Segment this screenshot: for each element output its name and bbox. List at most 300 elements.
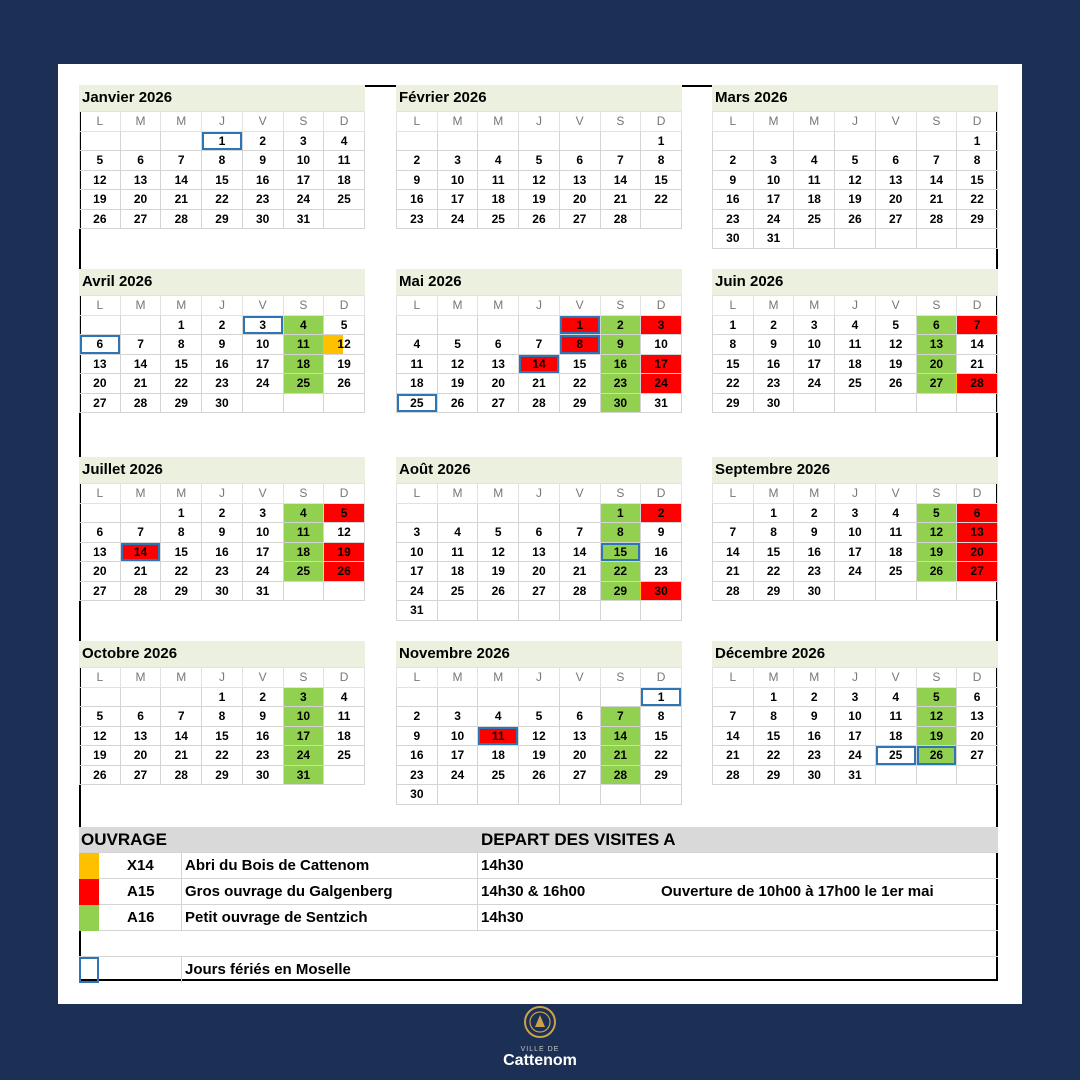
day-cell: 1 [600,503,641,523]
weekday-label: M [753,484,794,504]
day-cell: 20 [519,562,560,582]
day-cell: 13 [478,354,519,374]
empty-cell [559,131,600,151]
day-cell: 28 [713,581,754,601]
day-cell: 10 [794,335,835,355]
weekday-label: M [120,112,161,132]
day-cell: 1 [641,687,682,707]
day-cell: 19 [478,562,519,582]
day-cell: 8 [753,523,794,543]
day-cell: 16 [242,726,283,746]
day-cell: 26 [916,746,957,766]
day-cell: 15 [202,170,243,190]
weekday-label: M [437,484,478,504]
day-cell: 18 [478,746,519,766]
day-cell: 29 [753,765,794,785]
day-cell: 22 [202,190,243,210]
day-cell: 10 [835,523,876,543]
day-cell: 11 [478,170,519,190]
empty-cell [875,581,916,601]
day-cell: 26 [437,393,478,413]
month-title: Septembre 2026 [712,457,998,483]
day-cell: 17 [437,190,478,210]
day-cell: 8 [161,523,202,543]
day-cell: 9 [794,707,835,727]
day-cell: 18 [324,726,365,746]
empty-cell [283,393,324,413]
day-cell: 16 [794,542,835,562]
empty-cell [519,687,560,707]
day-cell: 11 [397,354,438,374]
day-cell: 13 [80,354,121,374]
weekday-label: M [120,484,161,504]
day-cell: 1 [202,687,243,707]
weekday-label: L [713,668,754,688]
day-cell: 31 [242,581,283,601]
weekday-label: D [957,296,998,316]
day-cell: 17 [794,354,835,374]
weekday-label: J [835,296,876,316]
empty-cell [559,687,600,707]
day-cell: 11 [478,726,519,746]
weekday-label: V [242,112,283,132]
empty-cell [242,393,283,413]
empty-cell [397,687,438,707]
day-cell: 12 [80,726,121,746]
empty-cell [600,687,641,707]
day-cell: 23 [202,562,243,582]
weekday-label: S [283,296,324,316]
weekday-label: V [559,668,600,688]
day-cell: 30 [397,785,438,805]
legend [79,827,998,983]
legend-code: A16 [127,909,155,926]
empty-cell [600,601,641,621]
day-cell: 24 [242,374,283,394]
day-cell: 16 [202,542,243,562]
day-cell: 22 [753,562,794,582]
day-cell: 21 [161,190,202,210]
day-cell: 20 [478,374,519,394]
day-cell: 31 [283,765,324,785]
month-title: Mai 2026 [396,269,682,295]
weekday-label: M [478,668,519,688]
day-cell: 4 [478,151,519,171]
day-cell: 8 [161,335,202,355]
day-cell: 5 [519,707,560,727]
day-cell: 1 [161,315,202,335]
day-cell: 22 [161,562,202,582]
weekday-label: V [875,668,916,688]
day-cell: 7 [713,707,754,727]
day-cell: 18 [794,190,835,210]
day-cell: 14 [916,170,957,190]
day-cell: 5 [519,151,560,171]
day-cell: 21 [120,562,161,582]
day-cell: 17 [283,170,324,190]
day-cell: 7 [120,335,161,355]
day-cell: 27 [80,393,121,413]
weekday-label: S [283,668,324,688]
day-cell: 25 [478,765,519,785]
day-cell: 19 [324,354,365,374]
day-cell: 29 [559,393,600,413]
day-cell: 23 [397,765,438,785]
legend-spacer-row [79,931,998,957]
day-cell: 14 [957,335,998,355]
day-cell: 28 [161,765,202,785]
holiday-border-swatch [79,957,99,983]
day-cell: 22 [161,374,202,394]
day-cell: 27 [519,581,560,601]
day-cell: 26 [478,581,519,601]
day-cell: 21 [519,374,560,394]
day-cell: 13 [120,170,161,190]
day-cell: 3 [283,131,324,151]
weekday-label: D [957,484,998,504]
weekday-label: V [242,296,283,316]
day-cell: 6 [478,335,519,355]
day-cell: 20 [957,726,998,746]
day-cell: 4 [397,335,438,355]
empty-cell [875,393,916,413]
day-cell: 25 [875,746,916,766]
weekday-label: J [519,668,560,688]
day-cell: 27 [875,209,916,229]
day-cell: 31 [753,229,794,249]
weekday-label: L [397,296,438,316]
day-cell: 26 [519,765,560,785]
empty-cell [559,601,600,621]
day-cell: 28 [161,209,202,229]
month-title: Avril 2026 [79,269,365,295]
day-cell: 2 [202,315,243,335]
day-cell: 20 [80,374,121,394]
day-cell: 1 [713,315,754,335]
day-cell: 26 [80,765,121,785]
day-cell: 28 [600,209,641,229]
day-cell: 31 [397,601,438,621]
day-cell: 20 [120,746,161,766]
empty-cell [437,503,478,523]
empty-cell [478,315,519,335]
weekday-label: L [80,112,121,132]
day-cell: 27 [957,746,998,766]
day-cell: 6 [120,151,161,171]
day-cell: 11 [283,335,324,355]
day-cell: 1 [559,315,600,335]
day-cell: 21 [120,374,161,394]
weekday-label: V [559,484,600,504]
day-cell: 22 [202,746,243,766]
day-cell: 8 [641,151,682,171]
weekday-label: L [80,296,121,316]
day-cell: 16 [600,354,641,374]
day-cell: 13 [957,707,998,727]
day-cell: 25 [324,746,365,766]
month-title: Décembre 2026 [712,641,998,667]
day-cell: 11 [324,151,365,171]
day-cell: 15 [600,542,641,562]
day-cell: 10 [242,335,283,355]
day-cell: 15 [957,170,998,190]
day-cell: 22 [641,190,682,210]
empty-cell [753,131,794,151]
day-cell: 6 [916,315,957,335]
day-cell: 19 [519,190,560,210]
day-cell: 17 [753,190,794,210]
day-cell: 16 [641,542,682,562]
day-cell: 2 [753,315,794,335]
weekday-label: M [437,668,478,688]
weekday-label: M [478,296,519,316]
empty-cell [397,315,438,335]
weekday-label: M [161,296,202,316]
legend-row-a15 [79,879,998,905]
day-cell: 10 [437,726,478,746]
day-cell: 24 [835,746,876,766]
day-cell: 6 [875,151,916,171]
empty-cell [794,131,835,151]
day-cell: 30 [600,393,641,413]
month-calendar [712,641,998,785]
day-cell: 20 [559,190,600,210]
day-cell: 14 [559,542,600,562]
weekday-label: D [957,112,998,132]
empty-cell [875,765,916,785]
day-cell: 21 [957,354,998,374]
empty-cell [519,785,560,805]
day-cell: 25 [835,374,876,394]
day-cell: 13 [875,170,916,190]
weekday-label: M [753,668,794,688]
month-calendar [79,457,365,601]
day-cell: 5 [875,315,916,335]
day-cell: 11 [875,523,916,543]
day-cell: 16 [713,190,754,210]
legend-header [79,827,998,853]
weekday-label: J [202,112,243,132]
day-cell: 24 [283,746,324,766]
day-cell: 9 [202,523,243,543]
legend-time: 14h30 & 16h00 [481,883,586,900]
red-swatch [79,879,99,905]
day-cell: 18 [397,374,438,394]
day-cell: 28 [600,765,641,785]
day-cell: 2 [641,503,682,523]
empty-cell [478,503,519,523]
day-cell: 7 [713,523,754,543]
day-cell: 18 [875,726,916,746]
day-cell: 1 [753,503,794,523]
weekday-label: D [641,484,682,504]
legend-name: Abri du Bois de Cattenom [185,857,370,874]
day-cell: 7 [120,523,161,543]
day-cell: 2 [600,315,641,335]
logo-town-text: Cattenom [503,1052,577,1069]
day-cell: 25 [875,562,916,582]
legend-holiday-label: Jours fériés en Moselle [185,961,351,978]
legend-row-holidays [79,957,998,983]
month-calendar [79,85,365,229]
weekday-label: J [519,112,560,132]
weekday-label: M [794,484,835,504]
empty-cell [916,131,957,151]
day-cell: 23 [242,190,283,210]
day-cell: 2 [397,151,438,171]
day-cell: 10 [437,170,478,190]
empty-cell [437,687,478,707]
day-cell: 12 [324,335,365,355]
empty-cell [519,503,560,523]
weekday-label: V [875,296,916,316]
day-cell: 9 [242,707,283,727]
day-cell: 22 [753,746,794,766]
day-cell: 17 [437,746,478,766]
day-cell: 23 [753,374,794,394]
day-cell: 19 [519,746,560,766]
day-cell: 27 [120,209,161,229]
day-cell: 26 [875,374,916,394]
green-swatch [79,905,99,931]
weekday-label: S [916,668,957,688]
day-cell: 28 [957,374,998,394]
day-cell: 19 [916,542,957,562]
empty-cell [80,687,121,707]
day-cell: 3 [242,503,283,523]
day-cell: 2 [242,131,283,151]
weekday-label: S [600,296,641,316]
day-cell: 17 [641,354,682,374]
day-cell: 21 [600,746,641,766]
weekday-label: S [916,296,957,316]
weekday-label: D [957,668,998,688]
day-cell: 10 [835,707,876,727]
day-cell: 16 [202,354,243,374]
weekday-label: L [713,296,754,316]
empty-cell [916,765,957,785]
day-cell: 12 [835,170,876,190]
day-cell: 3 [753,151,794,171]
day-cell: 31 [835,765,876,785]
weekday-label: J [519,484,560,504]
day-cell: 18 [283,542,324,562]
day-cell: 18 [478,190,519,210]
weekday-label: M [478,484,519,504]
day-cell: 12 [478,542,519,562]
day-cell: 23 [713,209,754,229]
day-cell: 25 [283,562,324,582]
day-cell: 30 [202,581,243,601]
day-cell: 16 [397,746,438,766]
day-cell: 21 [600,190,641,210]
weekday-label: V [242,484,283,504]
legend-row-x14 [79,853,998,879]
day-cell: 10 [283,707,324,727]
day-cell: 28 [519,393,560,413]
day-cell: 12 [519,726,560,746]
day-cell: 9 [397,170,438,190]
month-title: Juin 2026 [712,269,998,295]
legend-depart-heading: DEPART DES VISITES A [481,830,676,849]
empty-cell [519,315,560,335]
empty-cell [324,209,365,229]
day-cell: 4 [283,315,324,335]
day-cell: 15 [161,542,202,562]
day-cell: 19 [875,354,916,374]
empty-cell [437,785,478,805]
day-cell: 6 [519,523,560,543]
day-cell: 8 [559,335,600,355]
day-cell: 24 [397,581,438,601]
legend-name: Petit ouvrage de Sentzich [185,909,368,926]
day-cell: 12 [916,523,957,543]
day-cell: 4 [283,503,324,523]
day-cell: 14 [161,170,202,190]
day-cell: 19 [324,542,365,562]
day-cell: 2 [397,707,438,727]
day-cell: 7 [600,151,641,171]
month-calendar [396,641,682,805]
weekday-label: M [120,668,161,688]
empty-cell [437,131,478,151]
day-cell: 3 [397,523,438,543]
day-cell: 24 [794,374,835,394]
day-cell: 24 [283,190,324,210]
weekday-label: D [324,296,365,316]
day-cell: 21 [713,562,754,582]
day-cell: 7 [161,151,202,171]
day-cell: 6 [559,151,600,171]
weekday-label: L [80,668,121,688]
day-cell: 11 [324,707,365,727]
weekday-label: V [559,296,600,316]
legend-time: 14h30 [481,857,524,874]
day-cell: 9 [202,335,243,355]
empty-cell [713,503,754,523]
empty-cell [641,209,682,229]
weekday-label: D [641,668,682,688]
day-cell: 20 [120,190,161,210]
day-cell: 27 [957,562,998,582]
empty-cell [519,131,560,151]
month-calendar [396,269,682,413]
day-cell: 8 [957,151,998,171]
day-cell: 5 [916,687,957,707]
empty-cell [875,229,916,249]
day-cell: 24 [641,374,682,394]
day-cell: 19 [835,190,876,210]
day-cell: 30 [242,209,283,229]
weekday-label: S [283,484,324,504]
weekday-label: V [875,112,916,132]
day-cell: 27 [478,393,519,413]
day-cell: 3 [641,315,682,335]
empty-cell [916,229,957,249]
day-cell: 18 [437,562,478,582]
weekday-label: D [641,112,682,132]
day-cell: 23 [202,374,243,394]
day-cell: 26 [835,209,876,229]
day-cell: 15 [641,726,682,746]
weekday-label: M [794,296,835,316]
day-cell: 31 [641,393,682,413]
empty-cell [641,601,682,621]
weekday-label: M [753,296,794,316]
day-cell: 21 [713,746,754,766]
empty-cell [437,315,478,335]
day-cell: 27 [80,581,121,601]
